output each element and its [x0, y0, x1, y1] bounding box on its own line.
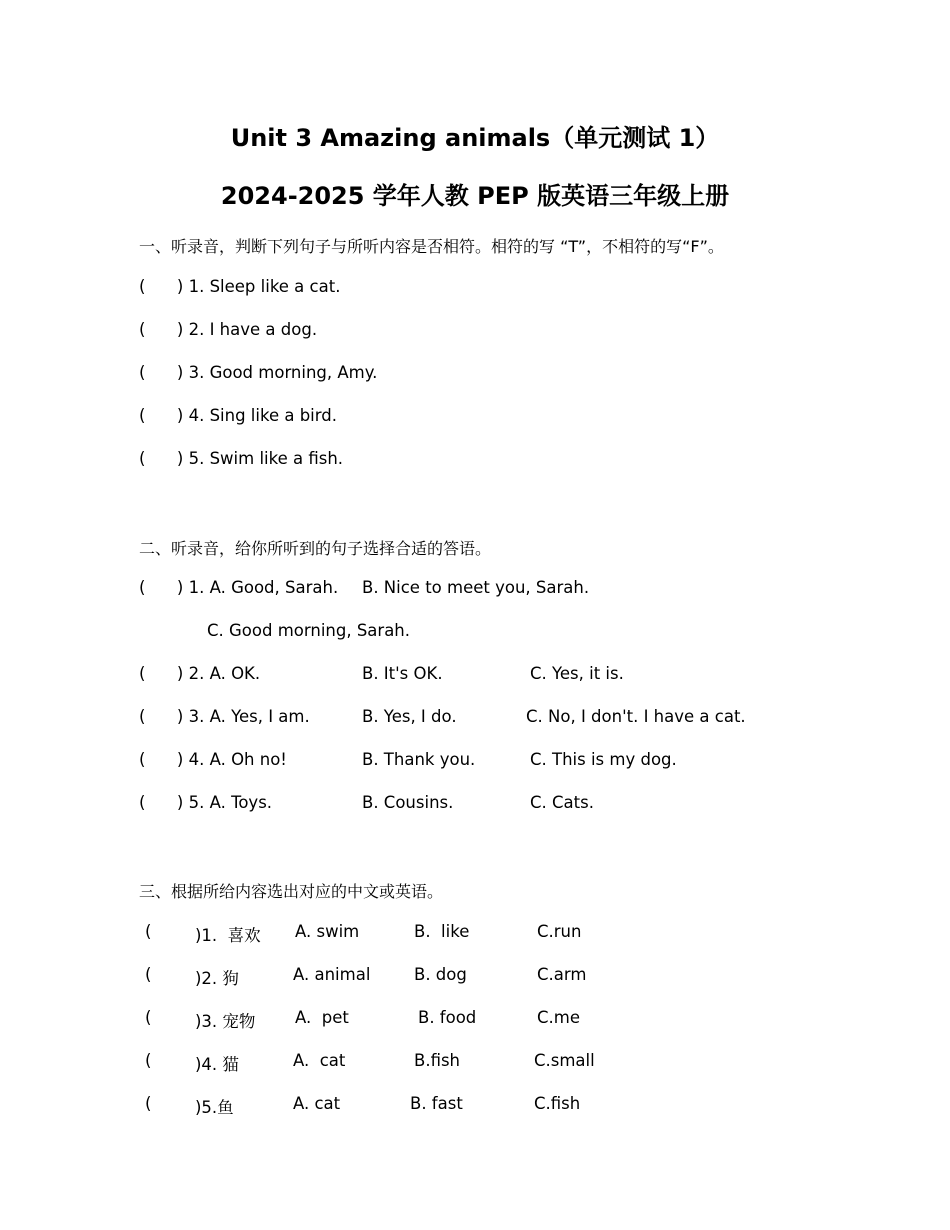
section-3-q2-option-b: B. dog — [414, 965, 467, 984]
section-3-q2-option-a: A. animal — [293, 965, 371, 984]
section-1-item: ( ) 4. Sing like a bird. — [139, 406, 337, 425]
section-3-q1-option-c: C.run — [537, 922, 582, 941]
section-2-q1-stem: ( ) 1. A. Good, Sarah. — [139, 578, 339, 597]
section-1-item: ( ) 1. Sleep like a cat. — [139, 277, 341, 296]
section-3-q1-paren: ( — [145, 922, 152, 941]
section-2-q3-stem: ( ) 3. A. Yes, I am. — [139, 707, 310, 726]
section-3-q3-option-b: B. food — [418, 1008, 477, 1027]
section-3-q3-option-a: A. pet — [295, 1008, 349, 1027]
section-1-item: ( ) 5. Swim like a fish. — [139, 449, 344, 468]
section-3-q1-option-a: A. swim — [295, 922, 360, 941]
section-3-q2-option-c: C.arm — [537, 965, 587, 984]
section-3-q5-option-a: A. cat — [293, 1094, 341, 1113]
section-3-q2-paren: ( — [145, 965, 152, 984]
section-1-item: ( ) 3. Good morning, Amy. — [139, 363, 378, 382]
section-2-q5-option-c: C. Cats. — [530, 793, 594, 812]
section-1-item: ( ) 2. I have a dog. — [139, 320, 318, 339]
section-2-q4-option-c: C. This is my dog. — [530, 750, 677, 769]
section-3-q3-option-c: C.me — [537, 1008, 580, 1027]
page-subtitle: 2024-2025 学年人教 PEP 版英语三年级上册 — [220, 182, 730, 210]
section-3-q3-paren: ( — [145, 1008, 152, 1027]
section-2-q3-option-c: C. No, I don't. I have a cat. — [526, 707, 746, 726]
section-3-q4-option-a: A. cat — [293, 1051, 346, 1070]
section-2-q3-option-b: B. Yes, I do. — [362, 707, 457, 726]
section-3-q1-option-b: B. like — [414, 922, 470, 941]
section-3-q2-number: )2. 狗 — [195, 969, 239, 988]
section-1-heading: 一、听录音，判断下列句子与所听内容是否相符。相符的写 “T”，不相符的写“F”。 — [139, 237, 724, 256]
section-2-q5-option-b: B. Cousins. — [362, 793, 454, 812]
section-3-q1-number: )1. 喜欢 — [195, 926, 261, 945]
section-3-q5-option-b: B. fast — [410, 1094, 463, 1113]
section-2-q4-stem: ( ) 4. A. Oh no! — [139, 750, 287, 769]
section-2-q2-option-b: B. It's OK. — [362, 664, 443, 683]
page-title: Unit 3 Amazing animals（单元测试 1） — [230, 124, 720, 152]
section-3-q4-option-b: B.fish — [414, 1051, 461, 1070]
section-3-q4-paren: ( — [145, 1051, 152, 1070]
section-3-q5-paren: ( — [145, 1094, 152, 1113]
section-2-q2-option-c: C. Yes, it is. — [530, 664, 624, 683]
section-2-heading: 二、听录音，给你所听到的句子选择合适的答语。 — [139, 539, 492, 558]
section-2-q5-stem: ( ) 5. A. Toys. — [139, 793, 273, 812]
section-3-q4-number: )4. 猫 — [195, 1055, 239, 1074]
section-3-q3-number: )3. 宠物 — [195, 1012, 256, 1031]
section-3-q5-number: )5.鱼 — [195, 1098, 234, 1117]
section-3-heading: 三、根据所给内容选出对应的中文或英语。 — [139, 882, 444, 901]
section-2-q1-option-c: C. Good morning, Sarah. — [207, 621, 411, 640]
section-2-q4-option-b: B. Thank you. — [362, 750, 476, 769]
section-2-q1-option-b: B. Nice to meet you, Sarah. — [362, 578, 590, 597]
section-3-q4-option-c: C.small — [534, 1051, 595, 1070]
section-3-q5-option-c: C.fish — [534, 1094, 581, 1113]
section-2-q2-stem: ( ) 2. A. OK. — [139, 664, 261, 683]
